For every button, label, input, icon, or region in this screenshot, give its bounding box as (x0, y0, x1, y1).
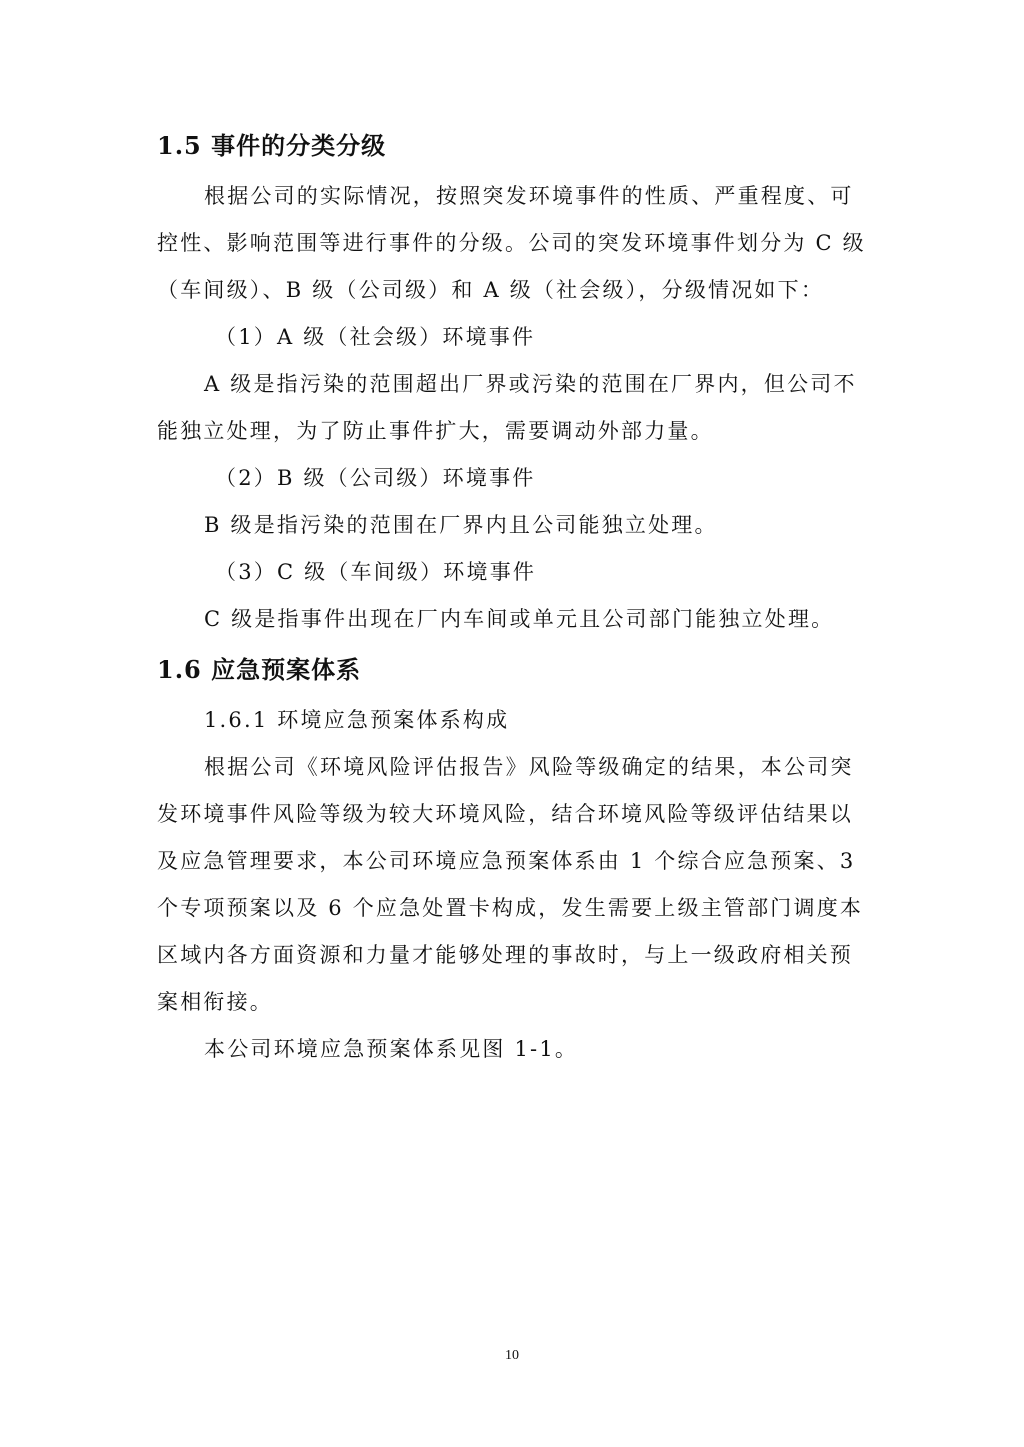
paragraph-line: 控性、影响范围等进行事件的分级。公司的突发环境事件划分为 C 级 (157, 231, 866, 255)
paragraph-line: C 级是指事件出现在厂内车间或单元且公司部门能独立处理。 (204, 607, 835, 631)
paragraph-line: A 级是指污染的范围超出厂界或污染的范围在厂界内，但公司不 (204, 372, 857, 396)
paragraph-line: 个专项预案以及 6 个应急处置卡构成，发生需要上级主管部门调度本 (157, 896, 864, 920)
level-a-title: （1）A 级（社会级）环境事件 (215, 325, 536, 349)
paragraph-line: 根据公司的实际情况，按照突发环境事件的性质、严重程度、可 (204, 184, 854, 208)
paragraph-line: 区域内各方面资源和力量才能够处理的事故时，与上一级政府相关预 (157, 943, 853, 967)
figure-reference: 本公司环境应急预案体系见图 1-1。 (204, 1037, 579, 1061)
paragraph-line: 案相衔接。 (157, 990, 273, 1014)
paragraph-line: （车间级）、B 级（公司级）和 A 级（社会级），分级情况如下： (157, 278, 825, 302)
paragraph-line: 发环境事件风险等级为较大环境风险，结合环境风险等级评估结果以 (157, 802, 853, 826)
level-c-title: （3）C 级（车间级）环境事件 (215, 560, 537, 584)
paragraph-line: 及应急管理要求，本公司环境应急预案体系由 1 个综合应急预案、3 (157, 849, 856, 873)
level-b-title: （2）B 级（公司级）环境事件 (215, 466, 536, 490)
section-heading-1-6: 1.6 应急预案体系 (157, 655, 362, 684)
paragraph-line: B 级是指污染的范围在厂界内且公司能独立处理。 (204, 513, 718, 537)
section-heading-1-5: 1.5 事件的分类分级 (157, 131, 387, 160)
paragraph-line: 根据公司《环境风险评估报告》风险等级确定的结果，本公司突 (204, 755, 854, 779)
paragraph-line: 能独立处理，为了防止事件扩大，需要调动外部力量。 (157, 419, 714, 443)
subsection-heading-1-6-1: 1.6.1 环境应急预案体系构成 (204, 708, 510, 732)
page-number: 10 (505, 1348, 519, 1363)
